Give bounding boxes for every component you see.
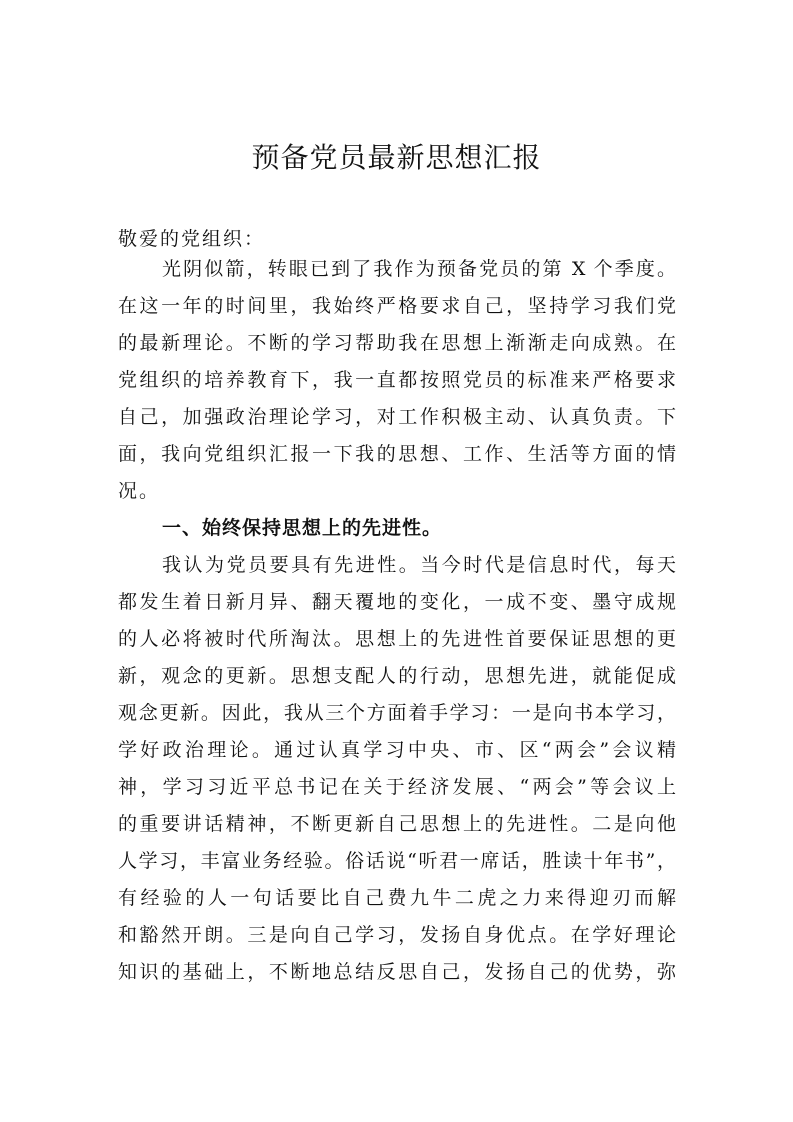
text-line: 新，观念的更新。思想支配人的行动，思想先进，就能促成 [118, 665, 676, 687]
text-line: 观念更新。因此，我从三个方面着手学习：一是向书本学习， [118, 702, 676, 724]
text-line: 一、始终保持思想上的先进性。 [162, 517, 443, 539]
text-line: 学好政治理论。通过认真学习中央、市、区“两会”会议精 [118, 739, 676, 761]
text-line: 知识的基础上，不断地总结反思自己，发扬自己的优势，弥 [118, 961, 676, 983]
document-title: 预备党员最新思想汇报 [251, 141, 542, 174]
text-line: 况。 [118, 480, 161, 502]
text-line: 的最新理论。不断的学习帮助我在思想上渐渐走向成熟。在 [118, 332, 676, 354]
text-line: 光阴似箭，转眼已到了我作为预备党员的第 X 个季度。 [162, 258, 676, 280]
text-line: 的人必将被时代所淘汰。思想上的先进性首要保证思想的更 [118, 628, 676, 650]
section-heading [118, 510, 676, 547]
text-line: 都发生着日新月异、翻天覆地的变化，一成不变、墨守成规 [118, 591, 676, 613]
text-line: 人学习，丰富业务经验。俗话说“听君一席话，胜读十年书”， [118, 850, 676, 872]
document-body [118, 251, 676, 991]
text-line: 党组织的培养教育下，我一直都按照党员的标准来严格要求 [118, 369, 676, 391]
text-line: 自己，加强政治理论学习，对工作积极主动、认真负责。下 [118, 406, 676, 428]
text-line: 我认为党员要具有先进性。当今时代是信息时代，每天 [162, 554, 676, 576]
text-line: 面，我向党组织汇报一下我的思想、工作、生活等方面的情 [118, 443, 676, 465]
salutation: 敬爱的党组织： [118, 228, 266, 250]
text-line: 和豁然开朗。三是向自己学习，发扬自身优点。在学好理论 [118, 924, 676, 946]
text-line: 在这一年的时间里，我始终严格要求自己，坚持学习我们党 [118, 295, 676, 317]
text-line: 的重要讲话精神，不断更新自己思想上的先进性。二是向他 [118, 813, 676, 835]
text-line: 有经验的人一句话要比自己费九牛二虎之力来得迎刃而解 [118, 887, 676, 909]
text-line: 神，学习习近平总书记在关于经济发展、“两会”等会议上 [118, 776, 676, 798]
paragraph [118, 251, 676, 510]
paragraph [118, 547, 676, 991]
